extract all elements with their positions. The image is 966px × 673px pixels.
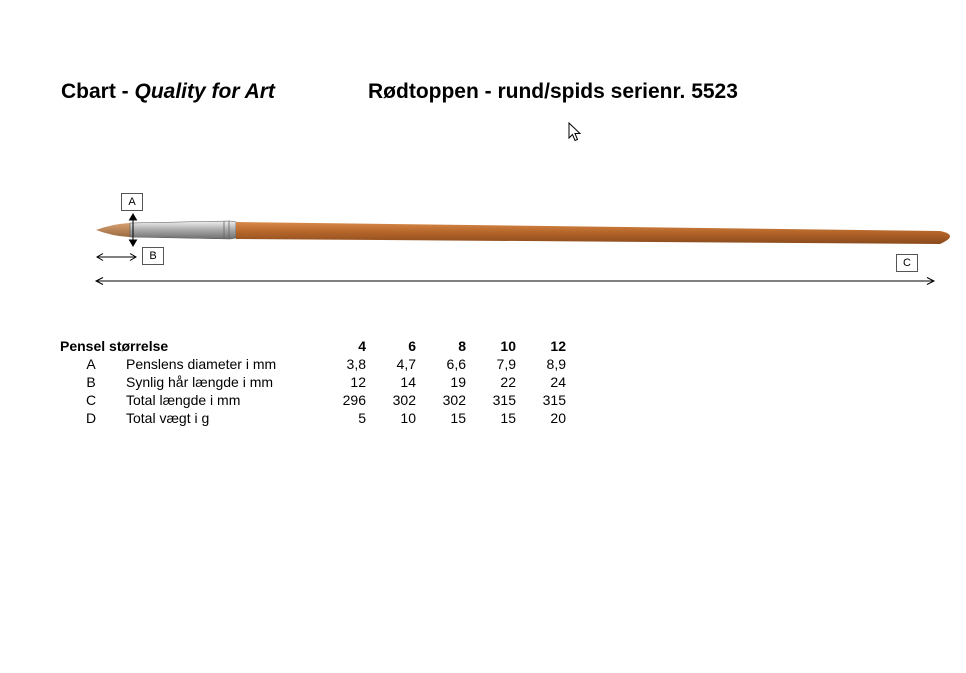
table-row — [60, 391, 566, 409]
row-value: 302 — [392, 392, 416, 408]
row-value: 315 — [542, 392, 566, 408]
row-description: Total vægt i g — [126, 410, 210, 426]
row-description: Total længde i mm — [126, 392, 241, 408]
row-value: 15 — [450, 410, 466, 426]
row-value: 315 — [492, 392, 516, 408]
brand-name: Cbart - — [61, 80, 135, 103]
row-value: 15 — [500, 410, 516, 426]
brush-size-table — [60, 337, 566, 427]
row-value: 5 — [358, 410, 366, 426]
row-code: B — [86, 374, 96, 390]
dimension-label-c: C — [896, 254, 918, 272]
dimension-label-a: A — [121, 193, 143, 211]
table-row — [60, 409, 566, 427]
brush-illustration — [0, 180, 966, 295]
row-value: 296 — [342, 392, 366, 408]
row-value: 12 — [350, 374, 366, 390]
product-title: Rødtoppen - rund/spids serienr. 5523 — [368, 80, 738, 103]
row-value: 7,9 — [496, 356, 516, 372]
row-value: 14 — [400, 374, 416, 390]
row-code: A — [86, 356, 96, 372]
brush-ferrule — [130, 221, 236, 239]
brand-title — [61, 80, 275, 104]
row-description: Synlig hår længde i mm — [126, 374, 274, 390]
row-value: 24 — [550, 374, 566, 390]
size-header: 6 — [408, 338, 416, 354]
row-code: D — [85, 410, 97, 426]
table-header-label: Pensel størrelse — [60, 338, 169, 354]
size-header: 8 — [458, 338, 466, 354]
row-value: 302 — [442, 392, 466, 408]
row-value: 6,6 — [446, 356, 466, 372]
size-header: 10 — [500, 338, 516, 354]
brush-bristles — [96, 223, 132, 237]
row-value: 8,9 — [546, 356, 566, 372]
row-description: Penslens diameter i mm — [126, 356, 277, 372]
dimension-b-arrow — [97, 254, 136, 261]
table-header-row — [60, 337, 566, 355]
row-value: 3,8 — [346, 356, 366, 372]
row-value: 4,7 — [396, 356, 416, 372]
row-value: 22 — [500, 374, 516, 390]
mouse-cursor-icon — [568, 122, 582, 142]
row-code: C — [85, 392, 97, 408]
row-value: 10 — [400, 410, 416, 426]
dimension-label-b: B — [142, 247, 164, 265]
table-row — [60, 373, 566, 391]
brand-tagline: Quality for Art — [134, 80, 275, 103]
size-header: 12 — [550, 338, 566, 354]
row-value: 20 — [550, 410, 566, 426]
size-header: 4 — [358, 338, 366, 354]
brush-handle — [236, 222, 950, 244]
row-value: 19 — [450, 374, 466, 390]
table-row — [60, 355, 566, 373]
dimension-c-arrow — [96, 278, 934, 285]
brush-diagram — [0, 180, 966, 295]
